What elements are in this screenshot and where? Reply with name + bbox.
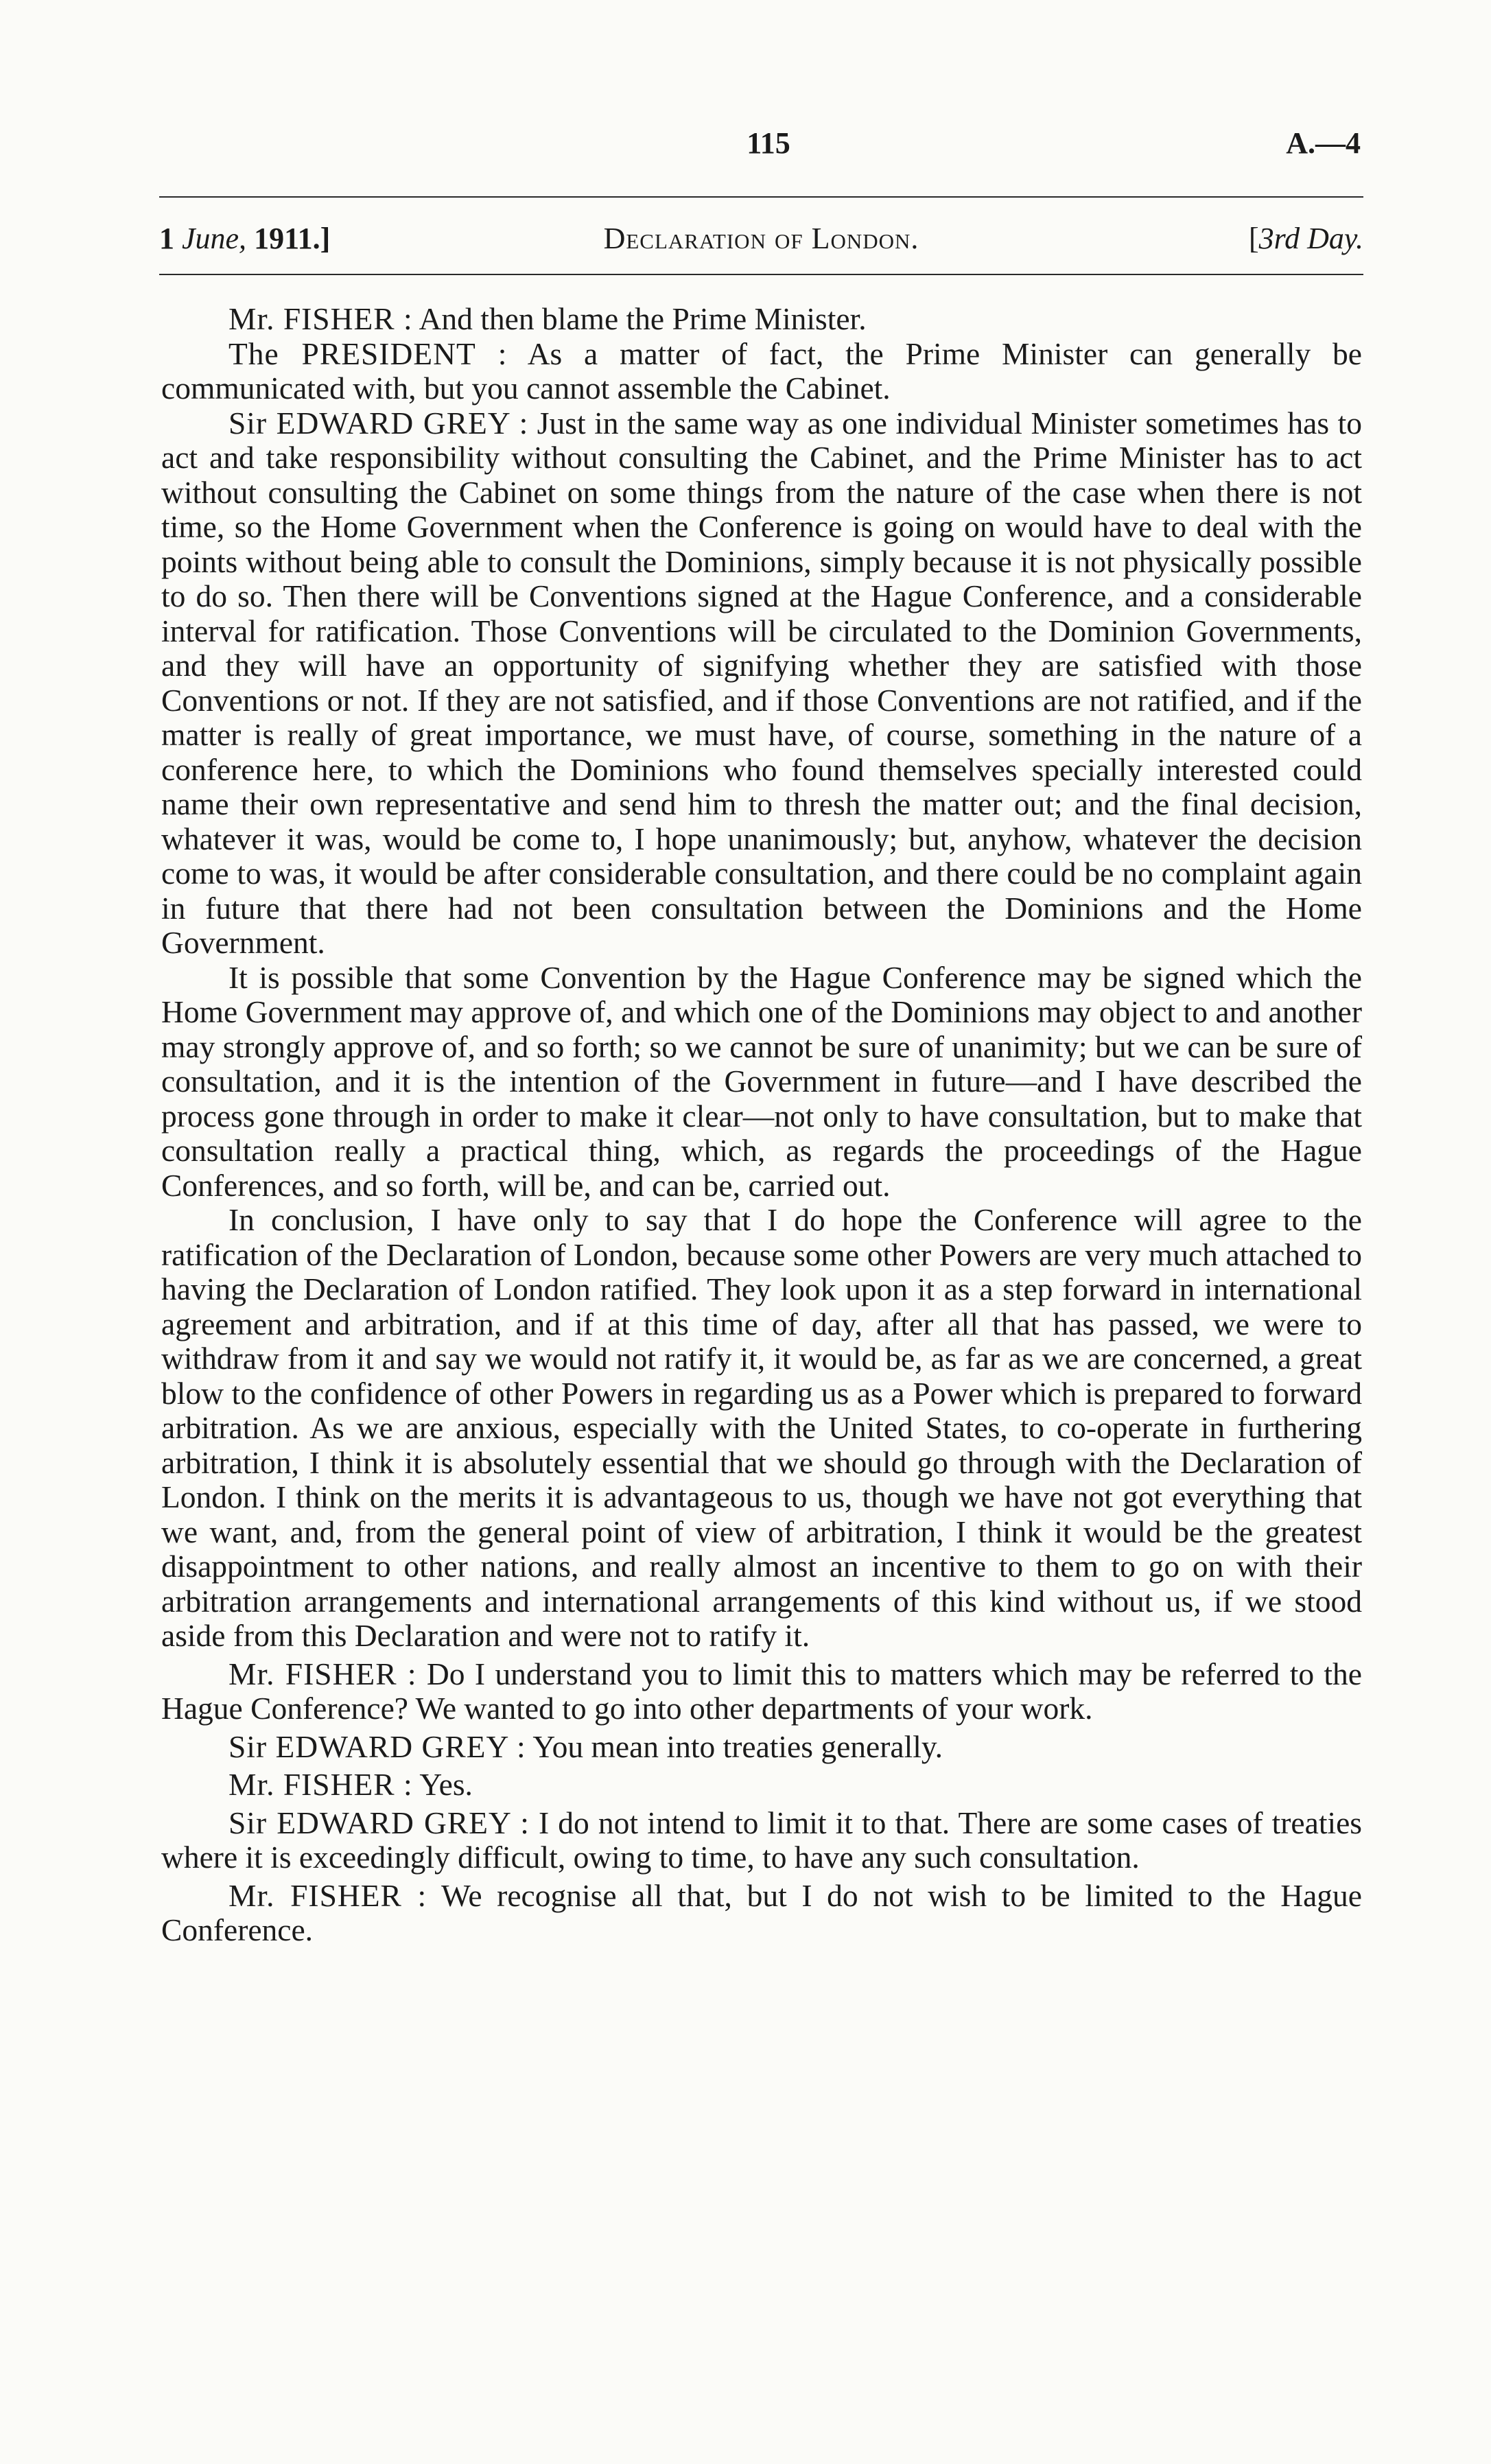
paragraph bbox=[161, 1768, 1362, 1803]
header-title: Declaration of London. bbox=[603, 222, 919, 255]
running-header bbox=[159, 221, 1363, 262]
speech-text: It is possible that some Convention by the Hague Conference may be signed which the Home Government may approve of, and which one of the Dominions may object to and another may strongly approve of, and so forth; so we cannot be sure of unanimity; but we can be sure of consultation, and it is the intention of the Government in future—and I have described the process gone through in order to make it clear—not only to have consultation, but to make that consultation really a practical thing, which, as regards the proceedings of the Hague Conferences, and so forth, will be, and can be, carried out. bbox=[161, 959, 1362, 1203]
header-bottom-rule bbox=[159, 274, 1363, 275]
header-date-day: 1 bbox=[159, 222, 174, 255]
header-day-label: 3rd Day. bbox=[1258, 222, 1363, 255]
header-date-month: June, bbox=[182, 222, 247, 255]
paragraph bbox=[161, 961, 1362, 1204]
speech-text: Yes. bbox=[419, 1767, 473, 1802]
speaker-name: Mr. FISHER : bbox=[228, 1767, 413, 1802]
page-number: 115 bbox=[747, 126, 790, 160]
paragraph bbox=[161, 1879, 1362, 1948]
speaker-name: Mr. FISHER : bbox=[228, 1656, 417, 1691]
speaker-name: Mr. FISHER : bbox=[228, 301, 413, 336]
speech-text: And then blame the Prime Minister. bbox=[419, 301, 867, 336]
header-day bbox=[1249, 221, 1363, 256]
speech-text: Just in the same way as one individual Minister sometimes has to act and take responsibility without consulting the Cabinet, and the Prime Minister has to act without consulting the Cabinet on some things from the nature of the case when there is not time, so the Home Government when the Conference is going on would have to deal with the points without being able to consult the Dominions, simply because it is not physically possible to do so. Then there will be Conventions signed at the Hague Conference, and a considerable interval for ratification. Those Conventions will be circulated to the Dominion Governments, and they will have an opportunity of signifying whether they are satisfied with those Conventions or not. If they are not satisfied, and if those Conventions are not ratified, and if the matter is really of great importance, we must have, of course, something in the nature of a conference here, to which the Dominions who found themselves specially interested could name their own representative and send him to thresh the matter out; and the final decision, whatever it was, would be come to, I hope unanimously; but, anyhow, whatever the decision come to was, it would be after considerable consultation, and there could be no complaint again in future that there had not been consultation between the Dominions and the Home Government. bbox=[161, 405, 1362, 960]
paragraph bbox=[161, 337, 1362, 406]
speech-text: Do I understand you to limit this to matters which may be referred to the Hague Conference? We wanted to go into other departments of your work. bbox=[161, 1656, 1362, 1726]
paragraph bbox=[161, 1806, 1362, 1875]
paragraph bbox=[161, 302, 1362, 337]
speaker-name: Sir EDWARD GREY : bbox=[228, 1805, 530, 1840]
speaker-name: Sir EDWARD GREY : bbox=[228, 405, 529, 441]
paragraph bbox=[161, 406, 1362, 961]
speech-text: You mean into treaties generally. bbox=[532, 1728, 943, 1764]
speaker-name: Sir EDWARD GREY : bbox=[228, 1728, 526, 1764]
speech-text: As a matter of fact, the Prime Minister can generally be communicated with, but you cannot assemble the Cabinet. bbox=[161, 336, 1362, 406]
paragraph bbox=[161, 1657, 1362, 1726]
paragraph bbox=[161, 1203, 1362, 1654]
speaker-name: Mr. FISHER : bbox=[228, 1877, 427, 1913]
transcript-body bbox=[161, 302, 1362, 1948]
speech-text: We recognise all that, but I do not wish to be limited to the Hague Conference. bbox=[161, 1877, 1362, 1947]
paper-reference: A.—4 bbox=[1286, 126, 1361, 160]
speaker-name: The PRESIDENT : bbox=[228, 336, 508, 371]
header-date-year: 1911.] bbox=[254, 222, 331, 255]
header-top-rule bbox=[159, 196, 1363, 198]
paragraph bbox=[161, 1730, 1362, 1765]
header-day-bracket: [ bbox=[1248, 222, 1259, 255]
speech-text: In conclusion, I have only to say that I do hope the Conference will agree to the ratification of the Declaration of London, because some other Powers are very much attached to having the Declaration of London ratified. They look upon it as a step forward in international agreement and arbitration, and if at this time of day, after all that has passed, we were to withdraw from it and say we would not ratify it, it would be, as far as we are concerned, a great blow to the confidence of other Powers in regarding us as a Power which is prepared to forward arbitration. As we are anxious, especially with the United States, to co-operate in furthering arbitration, I think it is absolutely essential that we should go through with the Declaration of London. I think on the merits it is advantageous to us, though we have not got everything that we want, and, from the general point of view of arbitration, I think it would be the greatest disappointment to other nations, and really almost an incentive to them to go on with their arbitration arrangements and international arrangements of this kind without us, if we stood aside from this Declaration and were not to ratify it. bbox=[161, 1202, 1362, 1653]
speech-text: I do not intend to limit it to that. There are some cases of treaties where it is exceedingly difficult, owing to time, to have any such consultation. bbox=[161, 1805, 1363, 1875]
